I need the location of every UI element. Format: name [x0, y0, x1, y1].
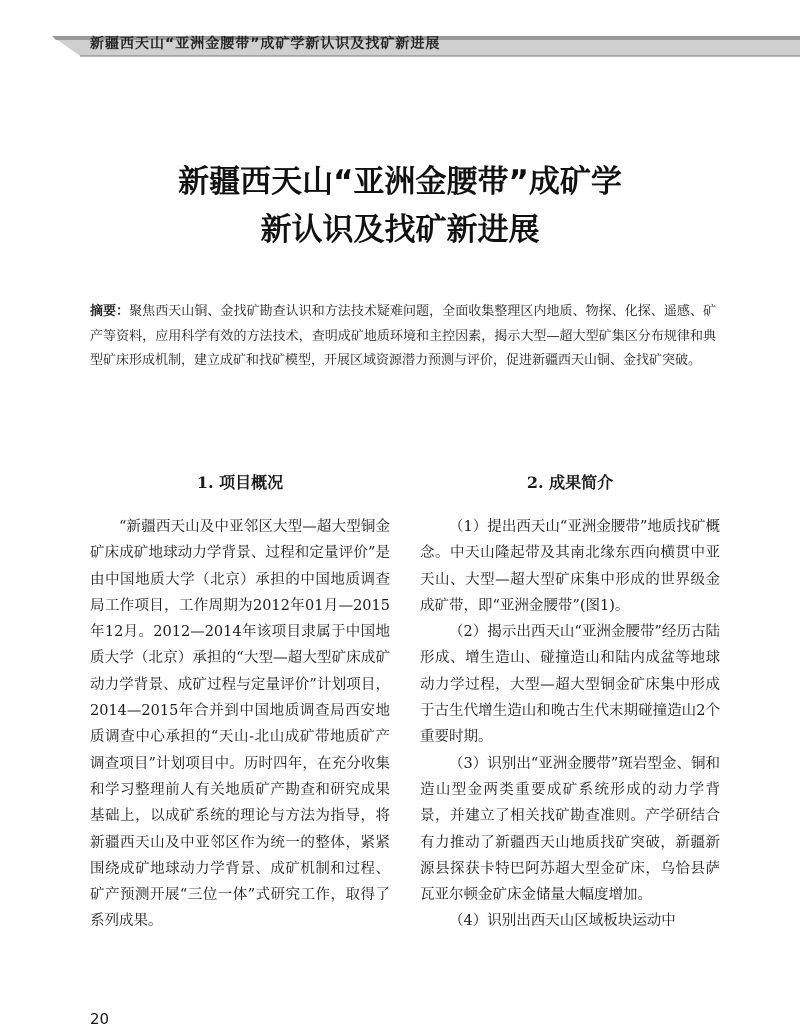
- running-head: 新疆西天山“亚洲金腰带”成矿学新认识及找矿新进展: [90, 36, 441, 52]
- page-number: 20: [90, 1010, 110, 1028]
- abstract-text: 聚焦西天山铜、金找矿勘查认识和方法技术疑难问题，全面收集整理区内地质、物探、化探、遥感、矿产等资料，应用科学有效的方法技术，查明成矿地质环境和主控因素，揭示大型—超大型矿集区分布规律和典型矿床形成机制，建立成矿和找矿模型，开展区域资源潜力预测与评价，促进新疆西天山铜、金找矿突破。: [90, 304, 716, 368]
- abstract: [90, 300, 716, 374]
- result-paragraph-4: （4）识别出西天山区域板块运动中: [449, 913, 676, 930]
- result-paragraph-3: （3）识别出“亚洲金腰带”斑岩型金、铜和造山型金两类重要成矿系统形成的动力学背景，并建立了相关找矿勘查准则。产学研结合有力推动了新疆西天山地质找矿突破，新疆新源县探获卡特巴阿苏超大型金矿床，乌恰县萨瓦亚尔顿金矿床金储量大幅度增加。: [420, 755, 720, 904]
- article-title-line-2: 新认识及找矿新进展: [260, 212, 540, 248]
- result-paragraph-2: （2）揭示出西天山“亚洲金腰带”经历古陆形成、增生造山、碰撞造山和陆内成盆等地球动力学过程，大型—超大型铜金矿床集中形成于古生代增生造山和晚古生代末期碰撞造山2个重要时期。: [420, 624, 720, 746]
- section-1-paragraph: “新疆西天山及中亚邻区大型—超大型铜金矿床成矿地球动力学背景、过程和定量评价”是由中国地质大学（北京）承担的中国地质调查局工作项目，工作周期为2012年01月—2015年12月。2012—2014年该项目隶属于中国地质大学（北京）承担的“大型—超大型矿床成矿动力学背景、成矿过程与定量评价”计划项目，2014—2015年合并到中国地质调查局西安地质调查中心承担的“天山-北山成矿带地质矿产调查项目”计划项目中。历时四年，在充分收集和学习整理前人有关地质矿产勘查和研究成果基础上，以成矿系统的理论与方法为指导，将新疆西天山及中亚邻区作为统一的整体，紧紧围绕成矿地球动力学背景、成矿机制和过程、矿产预测开展“三位一体”式研究工作，取得了系列成果。: [90, 519, 390, 930]
- section-2-heading: 2. 成果简介: [526, 473, 614, 492]
- result-paragraph-1: （1）提出西天山“亚洲金腰带”地质找矿概念。中天山隆起带及其南北缘东西向横贯中亚天山、大型—超大型矿床集中形成的世界级金成矿带，即“亚洲金腰带”(图1)。: [420, 519, 720, 614]
- abstract-label: 摘要：: [90, 304, 130, 319]
- column-right: [420, 466, 720, 935]
- article-title-line-1: 新疆西天山“亚洲金腰带”成矿学: [178, 164, 622, 200]
- section-1-heading: 1. 项目概况: [196, 473, 284, 492]
- column-left: [90, 466, 390, 935]
- article-title: [0, 158, 800, 254]
